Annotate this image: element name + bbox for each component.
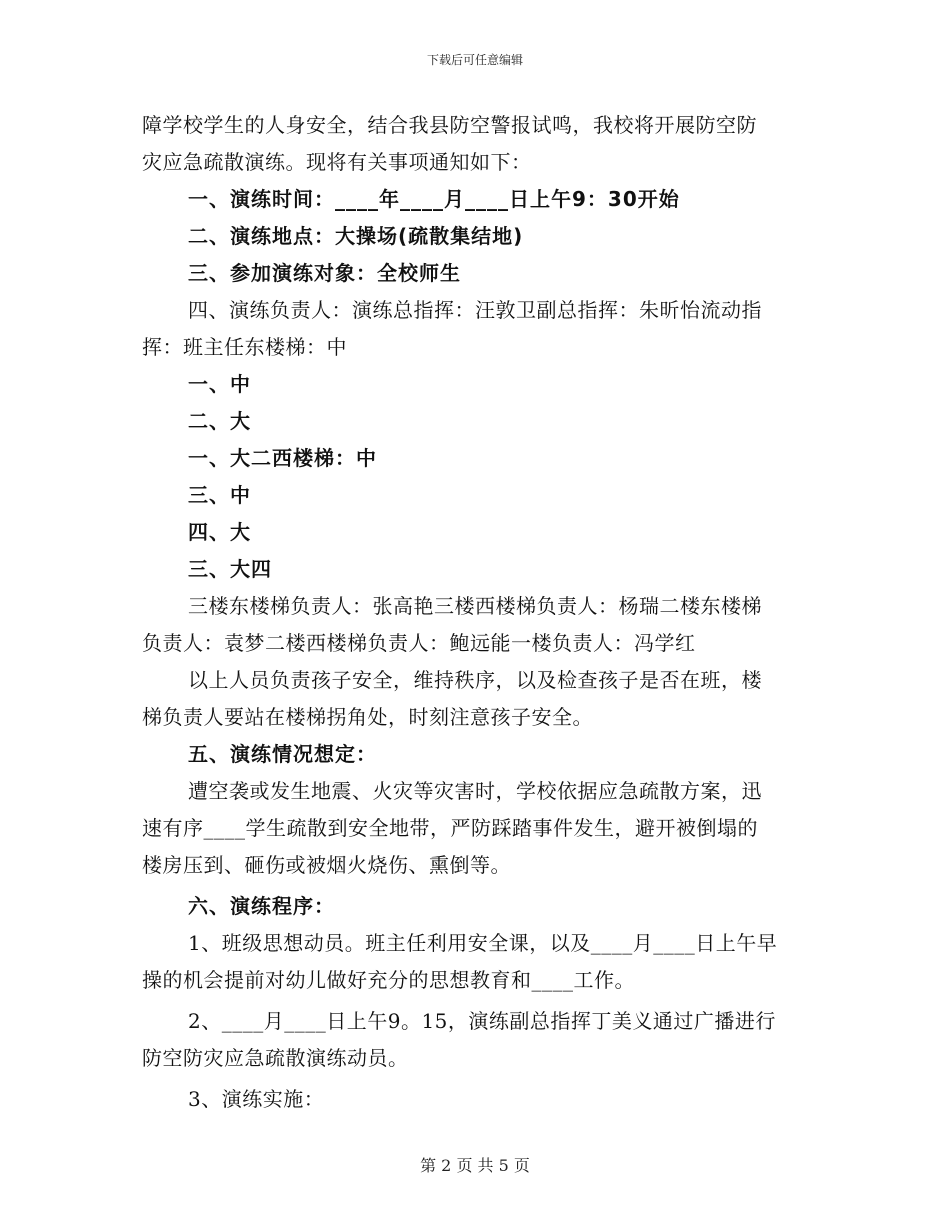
- list-item-3: 一、大二西楼梯：中: [188, 446, 377, 470]
- list-item-2: 二、大: [188, 409, 251, 433]
- paragraph-line-16: 以上人员负责孩子安全，维持秩序，以及检查孩子是否在班，楼: [188, 668, 762, 692]
- list-item-5: 四、大: [188, 520, 251, 544]
- document-body: [142, 107, 808, 1118]
- paragraph-line-15: 负责人：袁梦二楼西楼梯负责人：鲍远能一楼负责人：冯学红: [142, 631, 696, 655]
- paragraph-line-14: 三楼东楼梯负责人：张高艳三楼西楼梯负责人：杨瑞二楼东楼梯: [188, 594, 762, 618]
- list-item-6: 三、大四: [188, 557, 272, 581]
- paragraph-line-25: 2、____月____日上午9。15，演练副总指挥丁美义通过广播进行: [188, 1009, 776, 1033]
- section-drill-procedure: 六、演练程序：: [188, 894, 335, 918]
- paragraph-line-1: 障学校学生的人身安全，结合我县防空警报试鸣，我校将开展防空防: [142, 113, 757, 137]
- page-footer: 第 2 页 共 5 页: [420, 1156, 530, 1175]
- section-drill-time: 一、演练时间：____年____月____日上午9：30开始: [188, 187, 680, 211]
- paragraph-line-27: 3、演练实施：: [188, 1087, 325, 1111]
- list-item-1: 一、中: [188, 372, 251, 396]
- paragraph-line-2: 灾应急疏散演练。现将有关事项通知如下：: [142, 150, 532, 174]
- paragraph-line-21: 楼房压到、砸伤或被烟火烧伤、熏倒等。: [142, 853, 511, 877]
- paragraph-line-19: 遭空袭或发生地震、火灾等灾害时，学校依据应急疏散方案，迅: [188, 779, 762, 803]
- paragraph-line-7: 挥：班主任东楼梯：中: [142, 335, 347, 359]
- list-item-4: 三、中: [188, 483, 251, 507]
- section-drill-scenario: 五、演练情况想定：: [188, 742, 377, 766]
- section-participants: 三、参加演练对象：全校师生: [188, 261, 461, 285]
- paragraph-line-24: 操的机会提前对幼儿做好充分的思想教育和____工作。: [142, 968, 635, 992]
- paragraph-line-17: 梯负责人要站在楼梯拐角处，时刻注意孩子安全。: [142, 705, 593, 729]
- section-drill-location: 二、演练地点：大操场(疏散集结地): [188, 224, 524, 248]
- page-header: 下载后可任意编辑: [426, 53, 523, 67]
- paragraph-line-20: 速有序____学生疏散到安全地带，严防踩踏事件发生，避开被倒塌的: [142, 816, 758, 840]
- paragraph-line-26: 防空防灾应急疏散演练动员。: [142, 1046, 409, 1070]
- section-responsible-persons: 四、演练负责人：演练总指挥：汪敦卫副总指挥：朱昕怡流动指: [188, 298, 762, 322]
- paragraph-line-23: 1、班级思想动员。班主任利用安全课，以及____月____日上午早: [188, 931, 778, 955]
